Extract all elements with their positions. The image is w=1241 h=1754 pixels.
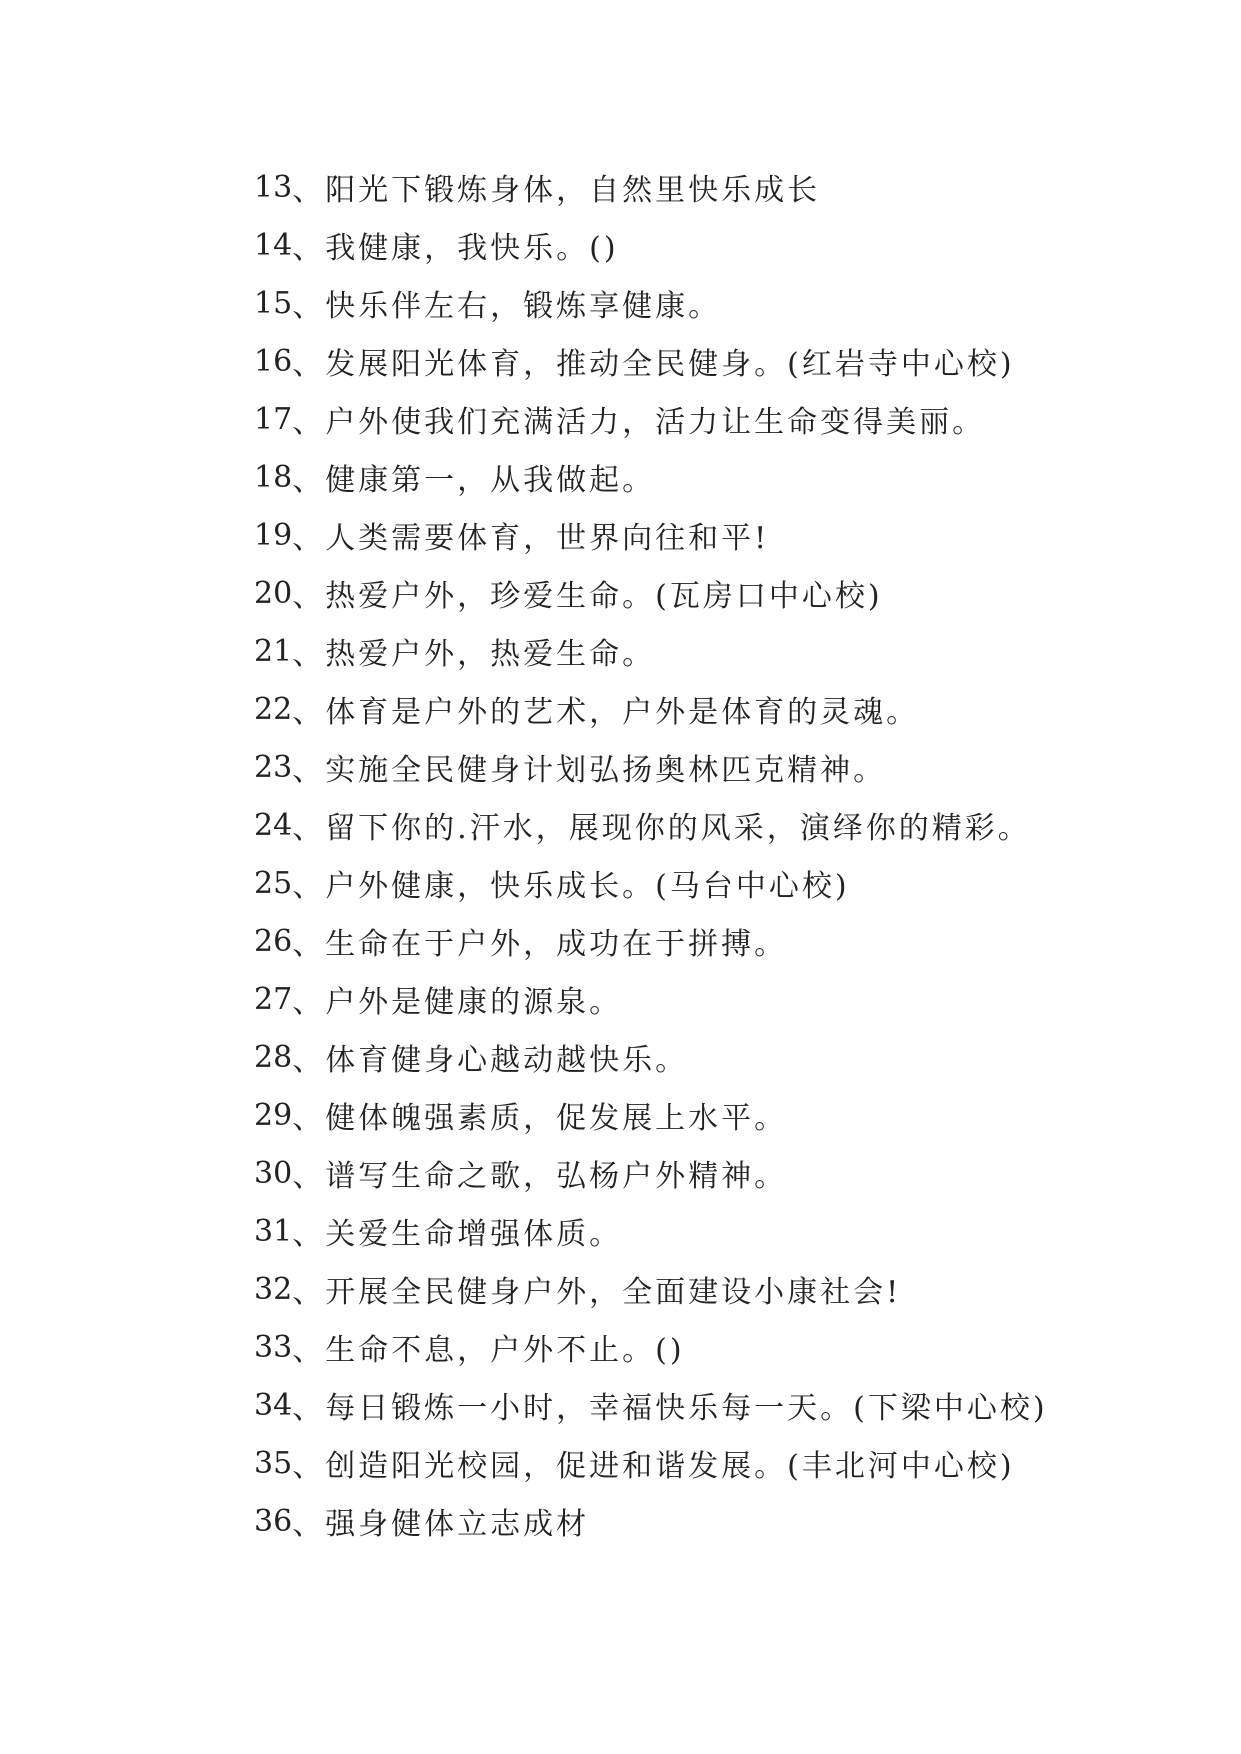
item-separator: 、: [292, 869, 326, 904]
list-item: [254, 1318, 1048, 1376]
item-number: 22: [254, 691, 293, 727]
item-text: 关爱生命增强体质。: [325, 1217, 623, 1252]
item-number: 26: [254, 923, 293, 959]
item-text: 创造阳光校园，促进和谐发展。(丰北河中心校): [325, 1449, 1015, 1484]
list-item: [254, 332, 1048, 390]
list-item: [254, 622, 1048, 680]
list-item: [254, 796, 1048, 854]
item-separator: 、: [292, 1333, 326, 1368]
item-text: 留下你的.汗水，展现你的风采，演绎你的精彩。: [325, 811, 1031, 846]
item-number: 34: [254, 1387, 293, 1423]
item-separator: 、: [292, 1449, 326, 1484]
item-number: 21: [254, 633, 293, 669]
item-separator: 、: [292, 231, 326, 266]
item-separator: 、: [292, 173, 326, 208]
item-number: 31: [254, 1213, 293, 1249]
list-item: [254, 854, 1048, 912]
item-number: 17: [254, 401, 293, 437]
item-text: 实施全民健身计划弘扬奥林匹克精神。: [325, 753, 887, 788]
item-separator: 、: [292, 637, 326, 672]
list-item: [254, 1028, 1048, 1086]
item-separator: 、: [292, 985, 326, 1020]
item-separator: 、: [292, 405, 326, 440]
list-item: [254, 158, 1048, 216]
item-text: 阳光下锻炼身体，自然里快乐成长: [325, 173, 821, 208]
item-number: 24: [254, 807, 293, 843]
item-separator: 、: [292, 811, 326, 846]
item-text: 健体魄强素质，促发展上水平。: [325, 1101, 788, 1136]
item-separator: 、: [292, 695, 326, 730]
item-text: 强身健体立志成材: [325, 1507, 590, 1542]
item-number: 13: [254, 169, 293, 205]
item-separator: 、: [292, 1217, 326, 1252]
item-text: 开展全民健身户外，全面建设小康社会!: [325, 1275, 902, 1310]
list-item: [254, 216, 1048, 274]
item-text: 热爱户外，珍爱生命。(瓦房口中心校): [325, 579, 883, 614]
item-number: 35: [254, 1445, 293, 1481]
item-text: 热爱户外，热爱生命。: [325, 637, 656, 672]
item-separator: 、: [292, 1275, 326, 1310]
item-number: 36: [254, 1503, 293, 1539]
item-text: 健康第一，从我做起。: [325, 463, 656, 498]
item-number: 20: [254, 575, 293, 611]
item-separator: 、: [292, 1101, 326, 1136]
item-text: 人类需要体育，世界向往和平!: [325, 521, 770, 556]
item-number: 33: [254, 1329, 293, 1365]
item-text: 户外是健康的源泉。: [325, 985, 623, 1020]
item-number: 27: [254, 981, 293, 1017]
item-number: 28: [254, 1039, 293, 1075]
item-text: 生命在于户外，成功在于拼搏。: [325, 927, 788, 962]
list-item: [254, 1086, 1048, 1144]
list-item: [254, 564, 1048, 622]
item-number: 19: [254, 517, 293, 553]
list-item: [254, 970, 1048, 1028]
item-text: 每日锻炼一小时，幸福快乐每一天。(下梁中心校): [325, 1391, 1048, 1426]
item-number: 23: [254, 749, 293, 785]
item-text: 体育是户外的艺术，户外是体育的灵魂。: [325, 695, 920, 730]
list-item: [254, 738, 1048, 796]
item-number: 15: [254, 285, 293, 321]
item-separator: 、: [292, 753, 326, 788]
item-number: 14: [254, 227, 293, 263]
list-item: [254, 1202, 1048, 1260]
item-text: 生命不息，户外不止。(): [325, 1333, 685, 1368]
list-item: [254, 1376, 1048, 1434]
item-separator: 、: [292, 579, 326, 614]
item-separator: 、: [292, 1391, 326, 1426]
list-item: [254, 448, 1048, 506]
list-item: [254, 274, 1048, 332]
item-number: 18: [254, 459, 293, 495]
item-separator: 、: [292, 521, 326, 556]
item-text: 户外使我们充满活力，活力让生命变得美丽。: [325, 405, 986, 440]
item-separator: 、: [292, 289, 326, 324]
item-separator: 、: [292, 1159, 326, 1194]
item-number: 30: [254, 1155, 293, 1191]
item-separator: 、: [292, 1043, 326, 1078]
list-item: [254, 1144, 1048, 1202]
slogan-list: [254, 158, 1048, 1550]
list-item: [254, 1260, 1048, 1318]
list-item: [254, 1434, 1048, 1492]
item-text: 户外健康，快乐成长。(马台中心校): [325, 869, 850, 904]
item-text: 发展阳光体育，推动全民健身。(红岩寺中心校): [325, 347, 1015, 382]
item-separator: 、: [292, 927, 326, 962]
item-number: 16: [254, 343, 293, 379]
list-item: [254, 680, 1048, 738]
item-separator: 、: [292, 1507, 326, 1542]
item-number: 25: [254, 865, 293, 901]
item-text: 快乐伴左右，锻炼享健康。: [325, 289, 722, 324]
list-item: [254, 1492, 1048, 1550]
list-item: [254, 506, 1048, 564]
item-number: 29: [254, 1097, 293, 1133]
list-item: [254, 390, 1048, 448]
list-item: [254, 912, 1048, 970]
item-separator: 、: [292, 463, 326, 498]
item-text: 我健康，我快乐。(): [325, 231, 619, 266]
item-separator: 、: [292, 347, 326, 382]
item-text: 体育健身心越动越快乐。: [325, 1043, 689, 1078]
item-number: 32: [254, 1271, 293, 1307]
item-text: 谱写生命之歌，弘杨户外精神。: [325, 1159, 788, 1194]
